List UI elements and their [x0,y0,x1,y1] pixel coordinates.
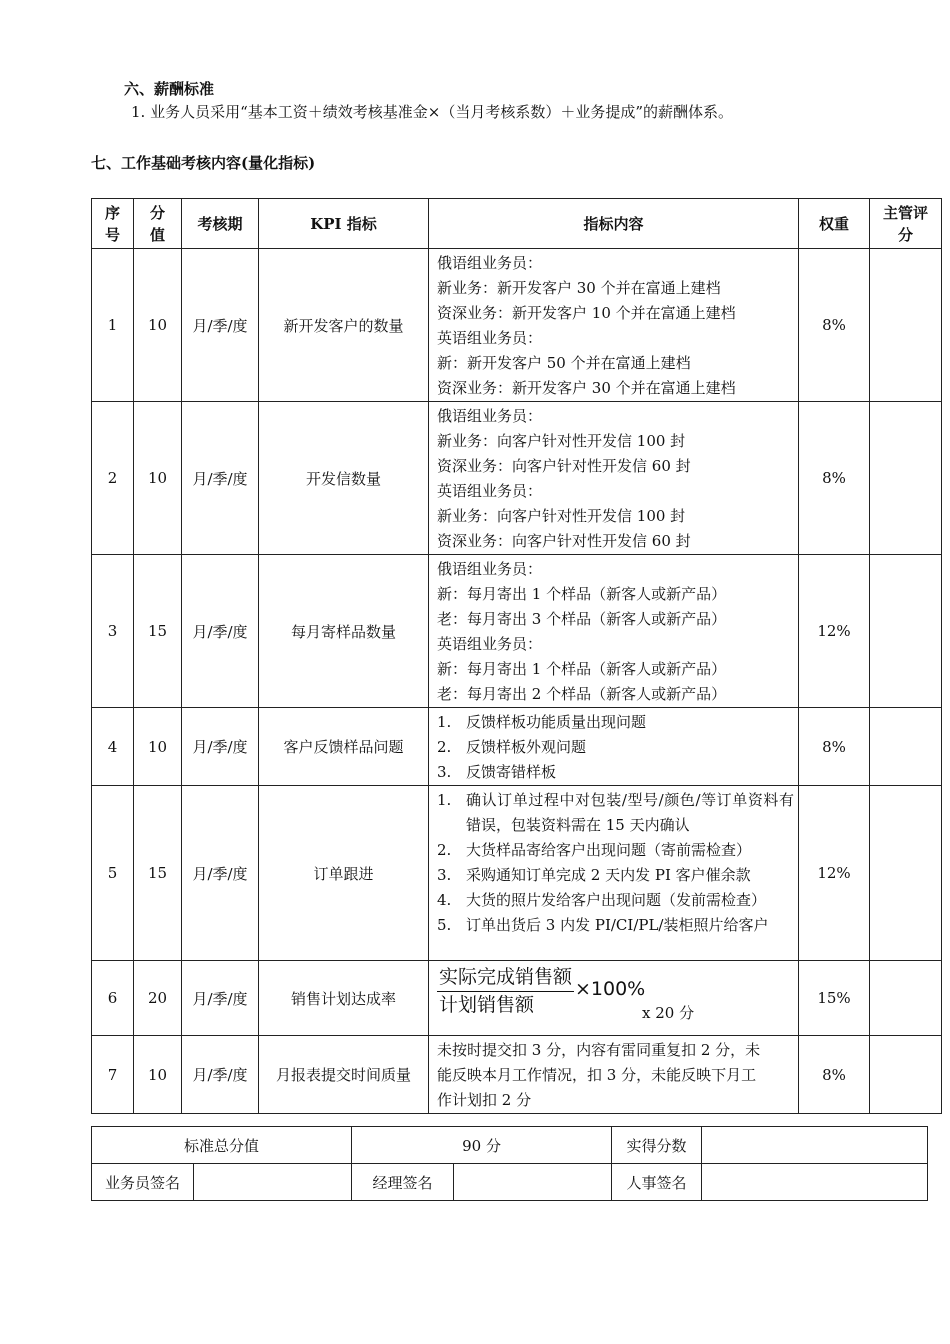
cell-score: 20 [134,961,182,1036]
content-line: 资深业务：新开发客户 10 个并在富通上建档 [437,304,736,322]
list-item: 2. 大货样品寄给客户出现问题（寄前需检查） [437,841,752,859]
formula-numerator: 实际完成销售额 [439,966,573,988]
header-kpi: KPI 指标 [259,199,429,249]
cell-period: 月/季/度 [182,402,259,555]
table-row [92,1036,942,1114]
cell-no: 6 [92,961,134,1036]
cell-weight: 12% [799,555,870,708]
cell-kpi: 订单跟进 [259,786,429,961]
salesperson-signature-field[interactable] [194,1164,352,1201]
content-line: 资深业务：向客户针对性开发信 60 封 [437,532,691,550]
cell-score: 10 [134,249,182,402]
table-row [92,555,942,708]
cell-supervisor-score[interactable] [870,1036,942,1114]
cell-content [429,555,799,708]
cell-weight: 12% [799,786,870,961]
cell-period: 月/季/度 [182,555,259,708]
section-6-paragraph: 1. 业务人员采用“基本工资＋绩效考核基准金×（当月考核系数）＋业务提成”的薪酬体系。 [131,103,733,121]
numbered-list [437,710,794,785]
content-line: 新业务：新开发客户 30 个并在富通上建档 [437,279,721,297]
content-line: 新业务：向客户针对性开发信 100 封 [437,432,686,450]
formula-denominator: 计划销售额 [439,994,535,1016]
content-line: 新业务：向客户针对性开发信 100 封 [437,507,686,525]
header-supervisor-score: 主管评 分 [870,199,942,249]
content-line: 资深业务：新开发客户 30 个并在富通上建档 [437,379,736,397]
cell-weight: 15% [799,961,870,1036]
actual-score-field[interactable] [702,1127,928,1164]
content-line: 英语组业务员： [437,635,543,653]
content-line: 资深业务：向客户针对性开发信 60 封 [437,457,691,475]
content-line: 老：每月寄出 3 个样品（新客人或新产品） [437,610,727,628]
content-line: 新：新开发客户 50 个并在富通上建档 [437,354,691,372]
cell-no: 4 [92,708,134,786]
section-7-title: 七、工作基础考核内容(量化指标) [91,154,316,172]
list-item: 5. 订单出货后 3 内发 PI/CI/PL/装柜照片给客户 [437,916,769,934]
content-line: 作计划扣 2 分 [437,1091,532,1109]
content-line: 俄语组业务员： [437,407,543,425]
list-item: 4. 大货的照片发给客户出现问题（发前需检查） [437,891,767,909]
table-header-row [92,199,942,249]
cell-kpi: 月报表提交时间质量 [259,1036,429,1114]
cell-score: 10 [134,708,182,786]
header-content: 指标内容 [429,199,799,249]
content-line: 新：每月寄出 1 个样品（新客人或新产品） [437,585,727,603]
actual-score-label: 实得分数 [612,1127,702,1164]
header-weight: 权重 [799,199,870,249]
content-line: 新：每月寄出 1 个样品（新客人或新产品） [437,660,727,678]
cell-supervisor-score[interactable] [870,708,942,786]
cell-no: 1 [92,249,134,402]
cell-score: 15 [134,786,182,961]
list-item: 1. 反馈样板功能质量出现问题 [437,713,647,731]
cell-content [429,786,799,961]
list-item: 1. 确认订单过程中对包装/型号/颜色/等订单资料有错误，包装资料需在 15 天内确认 [437,791,794,834]
cell-kpi: 新开发客户的数量 [259,249,429,402]
summary-row-signatures [92,1164,928,1201]
list-item: 2. 反馈样板外观问题 [437,738,587,756]
manager-signature-field[interactable] [454,1164,612,1201]
formula [437,963,794,1033]
cell-score: 15 [134,555,182,708]
section-6-title: 六、薪酬标准 [124,80,215,98]
cell-score: 10 [134,402,182,555]
kpi-table [91,198,942,1114]
table-row [92,708,942,786]
cell-weight: 8% [799,249,870,402]
cell-no: 7 [92,1036,134,1114]
cell-kpi: 每月寄样品数量 [259,555,429,708]
summary-row-total [92,1127,928,1164]
cell-weight: 8% [799,402,870,555]
cell-kpi: 客户反馈样品问题 [259,708,429,786]
cell-content [429,249,799,402]
cell-kpi: 开发信数量 [259,402,429,555]
total-score-label: 标准总分值 [92,1127,352,1164]
content-line: 未按时提交扣 3 分，内容有雷同重复扣 2 分，未 [437,1041,761,1059]
content-line: 能反映本月工作情况，扣 3 分，未能反映下月工 [437,1066,757,1084]
cell-supervisor-score[interactable] [870,249,942,402]
formula-multiplier: x 20 分 [642,1004,695,1022]
table-row [92,402,942,555]
cell-supervisor-score[interactable] [870,961,942,1036]
cell-content [429,1036,799,1114]
header-score: 分 值 [134,199,182,249]
list-item: 3. 采购通知订单完成 2 天内发 PI 客户催余款 [437,866,751,884]
content-line: 俄语组业务员： [437,560,543,578]
formula-times: ×100% [575,978,646,1000]
cell-period: 月/季/度 [182,249,259,402]
cell-no: 3 [92,555,134,708]
header-period: 考核期 [182,199,259,249]
cell-period: 月/季/度 [182,786,259,961]
content-line: 俄语组业务员： [437,254,543,272]
salesperson-signature-label: 业务员签名 [92,1164,194,1201]
cell-weight: 8% [799,708,870,786]
hr-signature-label: 人事签名 [612,1164,702,1201]
cell-kpi: 销售计划达成率 [259,961,429,1036]
summary-table [91,1126,928,1201]
list-item: 3. 反馈寄错样板 [437,763,557,781]
content-line: 英语组业务员： [437,329,543,347]
content-line: 英语组业务员： [437,482,543,500]
cell-content [429,961,799,1036]
table-row [92,249,942,402]
cell-supervisor-score[interactable] [870,555,942,708]
cell-score: 10 [134,1036,182,1114]
cell-period: 月/季/度 [182,1036,259,1114]
content-line: 老：每月寄出 2 个样品（新客人或新产品） [437,685,727,703]
manager-signature-label: 经理签名 [352,1164,454,1201]
cell-supervisor-score[interactable] [870,402,942,555]
hr-signature-field[interactable] [702,1164,928,1201]
total-score-value: 90 分 [352,1127,612,1164]
cell-no: 2 [92,402,134,555]
cell-content [429,708,799,786]
cell-period: 月/季/度 [182,961,259,1036]
cell-weight: 8% [799,1036,870,1114]
fraction [437,965,574,1018]
cell-period: 月/季/度 [182,708,259,786]
table-row [92,961,942,1036]
cell-supervisor-score[interactable] [870,786,942,961]
header-no: 序 号 [92,199,134,249]
numbered-list [437,788,794,938]
cell-no: 5 [92,786,134,961]
table-row [92,786,942,961]
cell-content [429,402,799,555]
fraction-bar [437,991,574,992]
